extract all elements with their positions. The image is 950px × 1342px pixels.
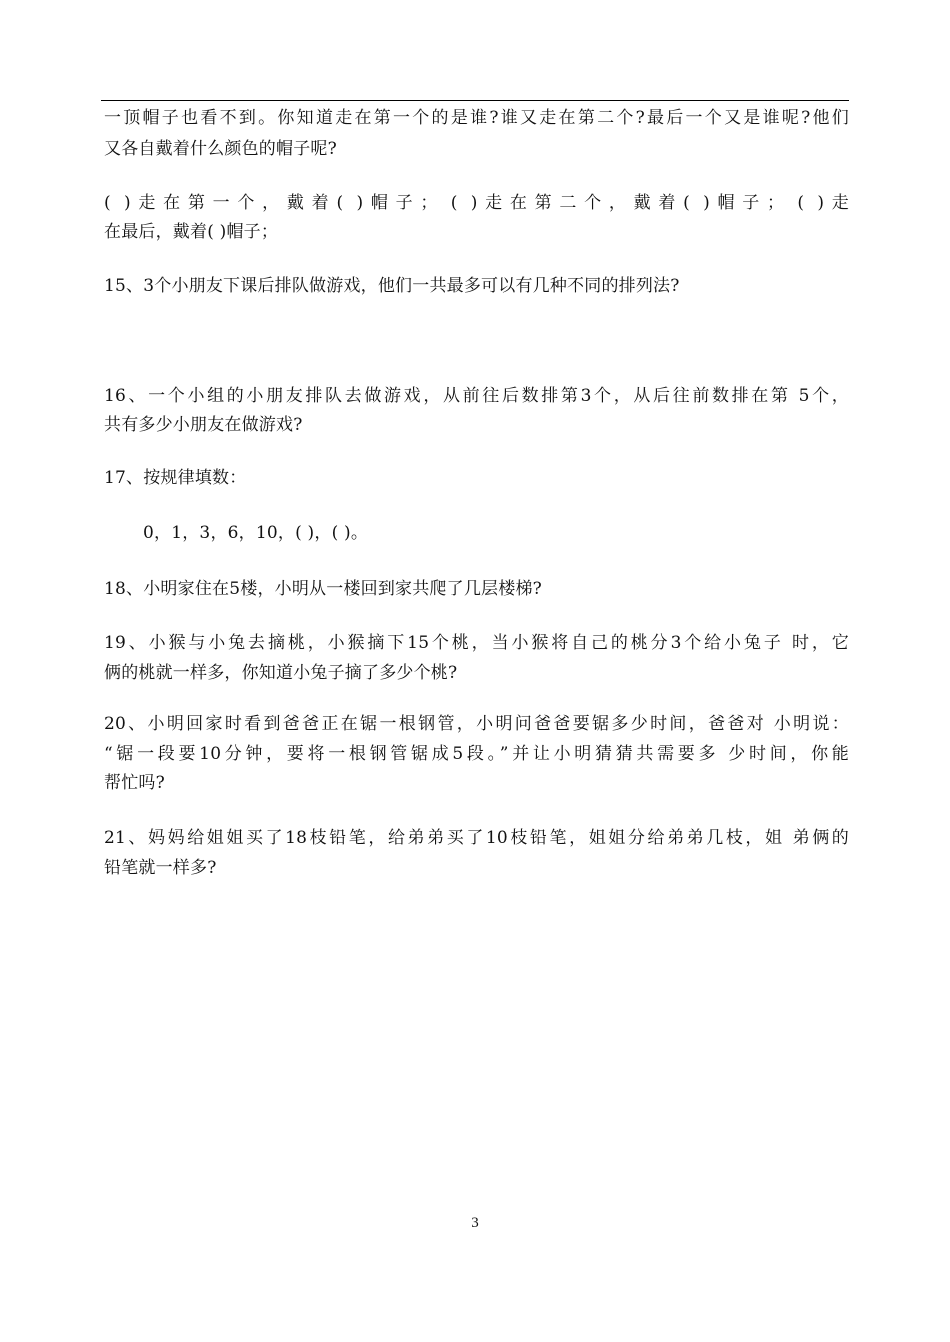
question-20-line-1: 20、小明回家时看到爸爸正在锯一根钢管，小明问爸爸要锯多少时间，爸爸对 小明说：: [104, 714, 849, 734]
question-18: 18、小明家住在5楼，小明从一楼回到家共爬了几层楼梯?: [104, 579, 542, 599]
question-16-line-2: 共有多少小朋友在做游戏?: [104, 415, 303, 435]
question-17: 17、按规律填数：: [104, 468, 247, 488]
continuation-line-1: 一顶帽子也看不到。你知道走在第一个的是谁?谁又走在第二个?最后一个又是谁呢?他们: [104, 108, 849, 128]
question-16-line-1: 16、一个小组的小朋友排队去做游戏，从前往后数排第3个，从后往前数排在第 5个，: [104, 386, 849, 406]
question-21-line-2: 铅笔就一样多?: [104, 858, 217, 878]
question-17-sequence: 0，1，3，6，10，( )，( )。: [143, 523, 369, 543]
question-20-line-2: “锯一段要10分钟，要将一根钢管锯成5段。”并让小明猜猜共需要多 少时间，你能: [104, 744, 849, 764]
header-rule: [101, 100, 849, 101]
question-19-line-1: 19、小猴与小兔去摘桃，小猴摘下15个桃，当小猴将自己的桃分3个给小兔子 时，它: [104, 633, 849, 653]
continuation-line-2: 又各自戴着什么颜色的帽子呢?: [104, 139, 337, 159]
answer-blanks-line-1: ( )走在第一个，戴着( )帽子； ( )走在第二个，戴着( )帽子； ( )走: [104, 193, 849, 213]
question-21-line-1: 21、妈妈给姐姐买了18枝铅笔，给弟弟买了10枝铅笔，姐姐分给弟弟几枝，姐 弟俩的: [104, 828, 849, 848]
question-15: 15、3个小朋友下课后排队做游戏，他们一共最多可以有几种不同的排列法?: [104, 276, 680, 296]
answer-blanks-line-2: 在最后，戴着( )帽子；: [104, 222, 279, 242]
question-19-line-2: 俩的桃就一样多，你知道小兔子摘了多少个桃?: [104, 663, 458, 683]
page-number: 3: [471, 1215, 479, 1231]
question-20-line-3: 帮忙吗?: [104, 773, 165, 793]
